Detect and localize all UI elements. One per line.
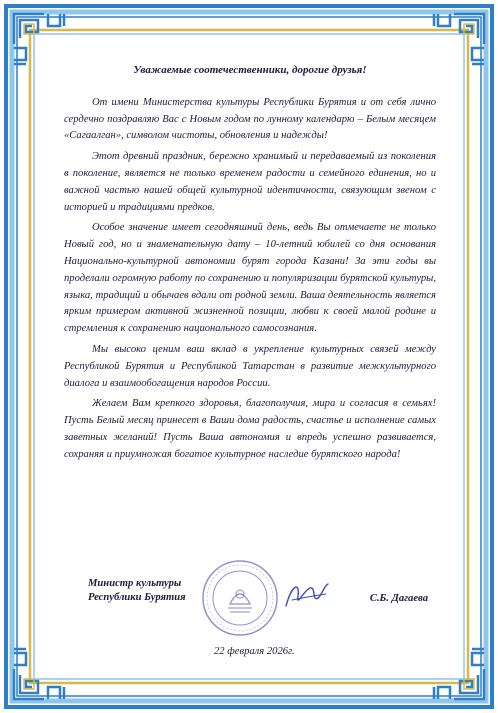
paragraph-congratulation: От имени Министерства культуры Республики Бурятия и от себя лично сердечно поздравляю Вас с Новым годом по лунному календарю – Белым месяцем «Сагаалган», символом чистоты, обновления и надежды! bbox=[64, 96, 436, 142]
signatory-name: С.Б. Дагаева bbox=[369, 593, 428, 604]
paragraph-holiday: Этот древний праздник, бережно хранимый и передаваемый из поколения в поколение, является не только временем радости и семейного единения, но и важной частью нашей общей культурной идентичности, связующим звеном с историей и традициями предков. bbox=[64, 151, 436, 213]
letter-date: 22 февраля 2026г. bbox=[214, 646, 295, 657]
letter-body bbox=[64, 62, 436, 468]
signatory-title bbox=[88, 577, 186, 605]
paragraph-anniversary: Особое значение имеет сегодняшний день, ведь Вы отмечаете не только Новый год, но и знаменательную дату – 10-летний юбилей со дня основания Национально-культурной автономии бурят города Казани! За эти годы вы проделали огромную работу по сохранению и популяризации бурятской культуры, языка, традиций и обычаев вдали от родной земли. Ваша деятельность является ярким примером активной жизненной позиции, любви к своей малой родине и стремления к сохранению национального самосознания. bbox=[64, 222, 436, 335]
signatory-title-line2: Республики Бурятия bbox=[88, 592, 186, 603]
paragraph-wishes: Желаем Вам крепкого здоровья, благополучия, мира и согласия в семьях! Пусть Белый месяц принесет в Ваши дома радость, счастье и исполнение самых заветных желаний! Пусть Ваша автономия и впредь успешно развивается, сохраняя и приумножая богатое культурное наследие бурятского народа! bbox=[64, 398, 436, 460]
greeting-heading: Уважаемые соотечественники, дорогие друзья! bbox=[133, 64, 367, 76]
signatory-title-line1: Министр культуры bbox=[88, 578, 182, 589]
paragraph-appreciation: Мы высоко ценим ваш вклад в укрепление культурных связей между Республикой Бурятия и Республикой Татарстан в развитие межкультурного диалога и взаимообогащения народов России. bbox=[64, 343, 436, 389]
signature-block bbox=[88, 577, 428, 617]
